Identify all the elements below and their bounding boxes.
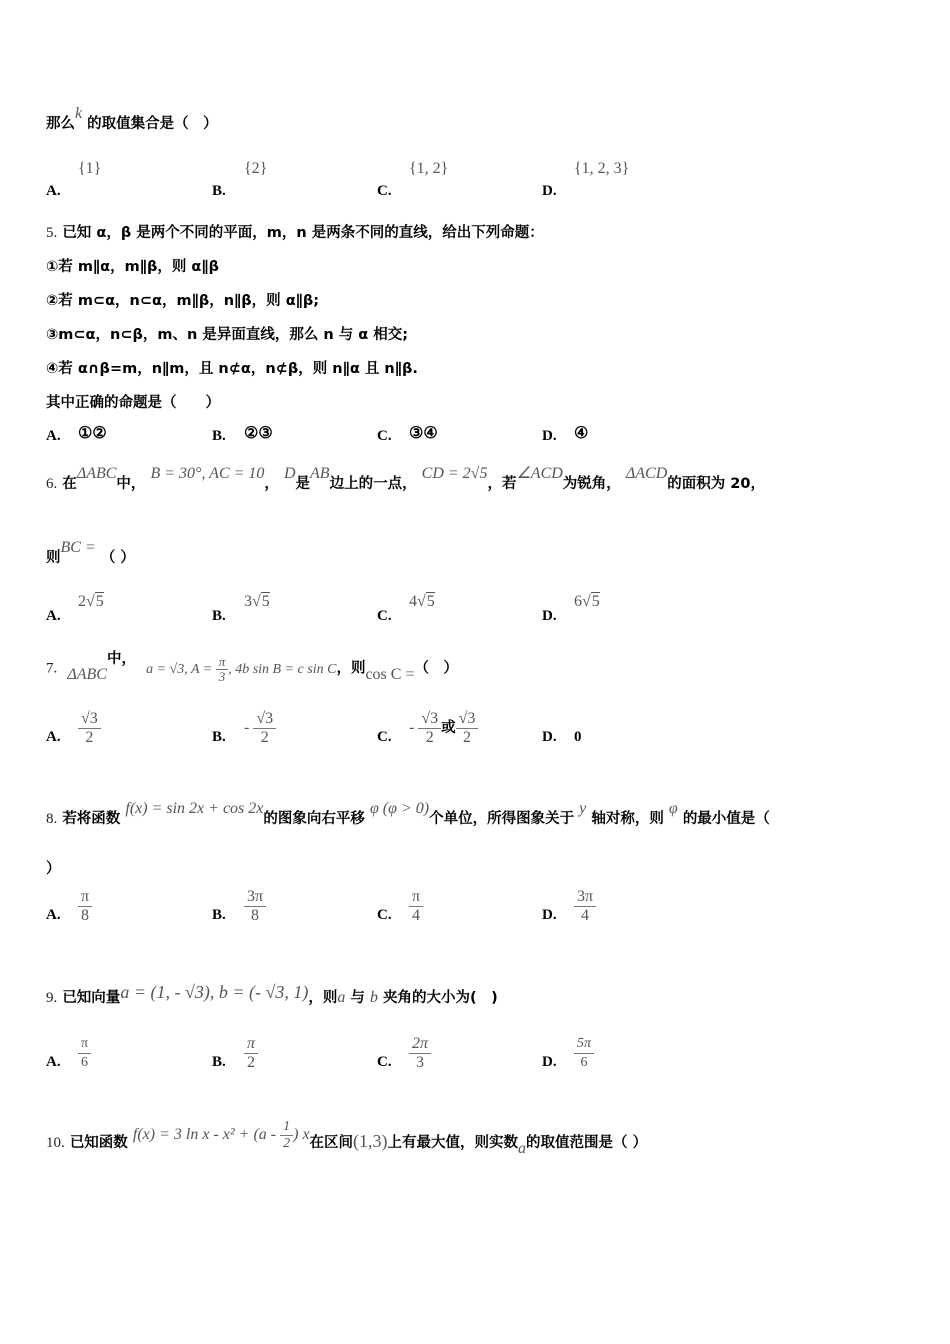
q10-math: f(x) = 3 ln x - x² + (a - $\frac{1}{2}$ ) x xyxy=(132,1119,310,1151)
option-value: $\frac{\pi}{4}$ xyxy=(409,888,423,925)
q5-options xyxy=(46,417,746,445)
q6-text: 在 xyxy=(62,476,77,492)
q9-text: 与 xyxy=(350,990,365,1006)
q9-text: 夹角的大小为( ) xyxy=(383,990,498,1006)
option-label: B. xyxy=(212,608,226,624)
q6-text: 为锐角， xyxy=(562,476,621,492)
q10-text: 上有最大值，则实数 xyxy=(387,1135,519,1152)
option-value: {1} xyxy=(78,160,102,177)
option-value: - $\frac{√3}{2}$ xyxy=(244,710,276,747)
option-value: $\frac{3\pi}{8}$ xyxy=(244,888,266,925)
option-value: 4√5 xyxy=(409,593,435,610)
q8-text: 的最小值是（ xyxy=(682,811,770,827)
option-label: D. xyxy=(542,608,557,624)
q7-math: ΔABC xyxy=(67,665,107,683)
option-label: D. xyxy=(542,729,557,745)
question-number: 6. xyxy=(46,476,58,492)
q4-text-after: 的取值集合是（ ） xyxy=(87,116,218,132)
option-label: B. xyxy=(212,907,226,923)
q5-question: 其中正确的命题是（ ） xyxy=(46,395,220,411)
q5-proposition-4: ④若 α∩β=m，n∥m，且 n⊄α，n⊄β，则 n∥α 且 n∥β. xyxy=(46,361,418,377)
option-label: D. xyxy=(542,907,557,923)
q6-stem xyxy=(46,465,765,493)
q7-text: 中， xyxy=(106,650,136,667)
q7-options xyxy=(46,710,746,760)
question-number: 7. xyxy=(46,660,58,677)
q6-options xyxy=(46,593,746,625)
q6-math: B = 30°, AC = 10 xyxy=(150,465,265,482)
option-value: ②③ xyxy=(244,425,273,442)
q10-math: a xyxy=(518,1140,527,1158)
q9-options xyxy=(46,1035,746,1085)
q4-var-k: k xyxy=(75,105,83,122)
option-value: $\frac{\pi}{8}$ xyxy=(78,888,92,925)
option-label: B. xyxy=(212,183,226,199)
q10-text: 已知函数 xyxy=(69,1135,128,1152)
q8-math: φ (φ > 0) xyxy=(369,800,430,817)
option-label: C. xyxy=(377,907,392,923)
q6-math: D xyxy=(283,465,296,482)
option-label: D. xyxy=(542,428,557,444)
q8-text: 若将函数 xyxy=(62,811,121,827)
option-value: $\frac{3\pi}{4}$ xyxy=(574,888,596,925)
question-number: 10. xyxy=(46,1135,65,1152)
q10-text: 在区间 xyxy=(309,1135,354,1152)
q6-math: CD = 2√5 xyxy=(421,465,488,482)
q8-math: φ xyxy=(668,800,678,817)
option-label: D. xyxy=(542,183,557,199)
q8-text: 轴对称，则 xyxy=(591,811,664,827)
q6-text: （ ） xyxy=(100,550,135,566)
q6-math: AB xyxy=(310,465,330,482)
q6-text: ，若 xyxy=(487,476,517,492)
q6-stem-cont xyxy=(46,539,135,567)
option-label: A. xyxy=(46,1054,61,1070)
q6-text: 是 xyxy=(295,476,311,492)
q9-math: a xyxy=(337,989,346,1006)
q6-text: 边上的一点， xyxy=(329,476,417,492)
option-value: 2√5 xyxy=(78,593,104,610)
q7-math: cos C = xyxy=(365,665,415,683)
q6-math: ΔACD xyxy=(625,465,668,482)
option-label: B. xyxy=(212,1054,226,1070)
option-label: A. xyxy=(46,729,61,745)
q5-stem xyxy=(46,221,544,242)
q7-math: a = √3, A = $\frac{\pi}{3}$ , 4b sin B = c sin C xyxy=(146,654,337,684)
option-value: 3√5 xyxy=(244,593,270,610)
q4-text: 那么 xyxy=(46,116,75,132)
q6-math: ∠ACD xyxy=(516,465,563,482)
option-value: 0 xyxy=(574,729,582,745)
option-value: $\frac{2\pi}{3}$ xyxy=(409,1035,431,1072)
option-label: A. xyxy=(46,608,61,624)
q8-stem xyxy=(46,800,770,828)
q5-proposition-2: ②若 m⊂α，n⊂α，m∥β，n∥β，则 α∥β; xyxy=(46,293,320,309)
q10-math: (1,3) xyxy=(353,1131,388,1152)
option-value: ④ xyxy=(574,425,589,442)
option-value: 6√5 xyxy=(574,593,600,610)
q10-text: 的取值范围是（ ） xyxy=(526,1135,648,1152)
q8-math: f(x) = sin 2x + cos 2x xyxy=(125,800,264,817)
option-value: - $\frac{√3}{2}$ 或 $\frac{√3}{2}$ xyxy=(409,710,478,747)
q4-options xyxy=(46,160,746,200)
q5-proposition-3: ③m⊂α，n⊂β，m、n 是异面直线，那么 n 与 α 相交; xyxy=(46,327,409,343)
q5-stem-text: 已知 α，β 是两个不同的平面，m，n 是两条不同的直线，给出下列命题： xyxy=(62,225,544,241)
option-label: D. xyxy=(542,1054,557,1070)
option-label: C. xyxy=(377,428,392,444)
option-label: B. xyxy=(212,729,226,745)
option-value: $\frac{√3}{2}$ xyxy=(78,710,101,747)
option-label: A. xyxy=(46,907,61,923)
q7-text: ，则 xyxy=(336,660,366,677)
q10-stem xyxy=(46,1119,648,1171)
q6-text: 的面积为 20， xyxy=(667,476,765,492)
q4-stem xyxy=(46,105,218,133)
q8-stem-cont: ） xyxy=(46,861,61,877)
option-label: C. xyxy=(377,729,392,745)
option-value: {1, 2} xyxy=(409,160,449,177)
option-value: $\frac{\pi}{2}$ xyxy=(244,1035,258,1072)
option-label: A. xyxy=(46,183,61,199)
q6-math: ΔABC xyxy=(76,465,117,482)
q9-math: b xyxy=(369,989,378,1006)
option-value: {2} xyxy=(244,160,268,177)
q6-math: BC = xyxy=(60,539,96,556)
q5-proposition-1: ①若 m∥α，m∥β，则 α∥β xyxy=(46,259,220,275)
q9-stem xyxy=(46,982,498,1007)
q8-options xyxy=(46,888,746,938)
q8-text: 的图象向右平移 xyxy=(263,811,365,827)
option-label: C. xyxy=(377,183,392,199)
q9-text: ，则 xyxy=(308,990,338,1006)
q6-text: 则 xyxy=(46,550,61,566)
q7-stem xyxy=(46,650,458,695)
q8-text: 个单位，所得图象关于 xyxy=(429,811,575,827)
q6-text: 中， xyxy=(116,476,146,492)
question-number: 8. xyxy=(46,811,58,827)
option-label: C. xyxy=(377,1054,392,1070)
q8-math: y xyxy=(579,800,587,817)
q9-text: 已知向量 xyxy=(62,990,121,1006)
q9-math: a = (1, - √3), b = (- √3, 1) xyxy=(120,982,309,1002)
option-value: $\frac{5\pi}{6}$ xyxy=(574,1035,594,1072)
option-label: A. xyxy=(46,428,61,444)
option-value: ①② xyxy=(78,425,107,442)
q7-text: （ ） xyxy=(414,660,458,677)
question-number: 9. xyxy=(46,990,58,1006)
option-value: {1, 2, 3} xyxy=(574,160,630,177)
option-label: C. xyxy=(377,608,392,624)
q6-text: ， xyxy=(264,476,279,492)
option-value: ③④ xyxy=(409,425,438,442)
question-number: 5. xyxy=(46,225,58,241)
option-value: $\frac{\pi}{6}$ xyxy=(78,1035,91,1072)
option-label: B. xyxy=(212,428,226,444)
